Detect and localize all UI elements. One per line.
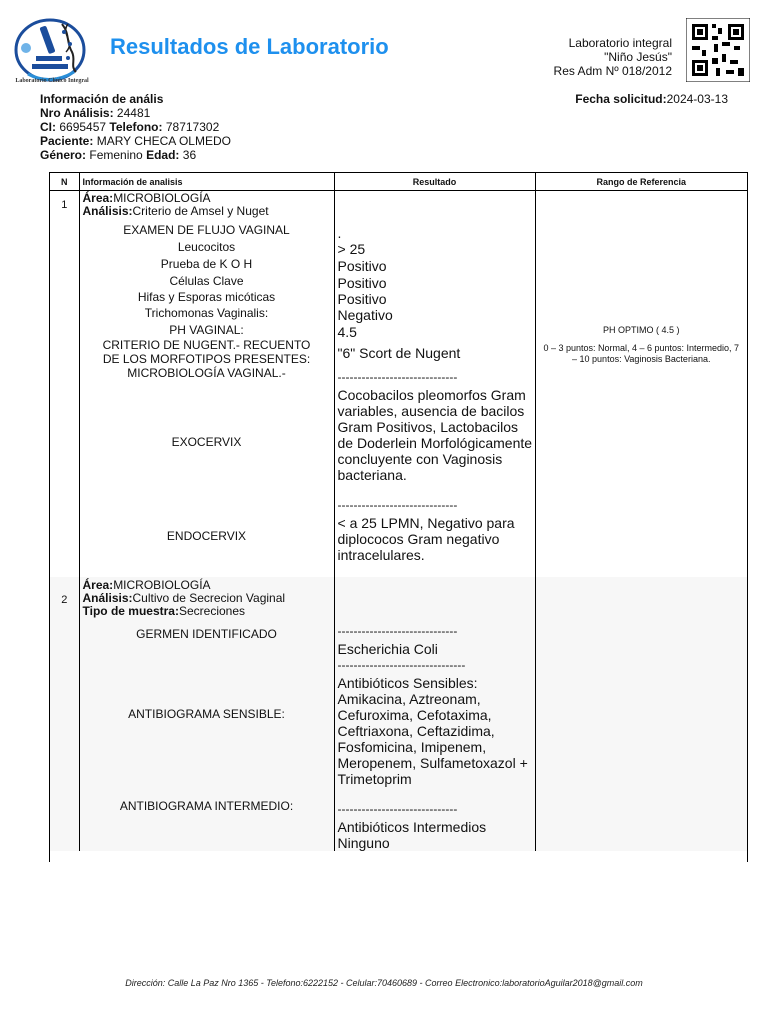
test-label: EXOCERVIX bbox=[171, 435, 242, 449]
test-label: GERMEN IDENTIFICADO bbox=[136, 627, 277, 641]
row-result bbox=[334, 577, 535, 851]
test-label: ANTIBIOGRAMA SENSIBLE: bbox=[128, 707, 285, 721]
table-row bbox=[50, 577, 747, 851]
result-value: > 25 bbox=[337, 241, 366, 257]
age-label: Edad: bbox=[146, 148, 180, 162]
area-value: MICROBIOLOGÍA bbox=[113, 191, 211, 205]
fecha-value: 2024-03-13 bbox=[666, 92, 728, 106]
lab-info bbox=[554, 36, 672, 78]
table-header-row bbox=[50, 173, 747, 191]
logo-caption: Laboratorio Clínico Integral bbox=[15, 78, 89, 84]
test-label: Células Clave bbox=[169, 274, 244, 288]
qr-code bbox=[686, 18, 750, 82]
qr-code-icon bbox=[686, 18, 750, 82]
col-header-n: N bbox=[50, 173, 79, 191]
tel-label: Telefono: bbox=[109, 120, 163, 134]
patient-name: MARY CHECA OLMEDO bbox=[96, 134, 231, 148]
sample-value: Secreciones bbox=[178, 604, 246, 618]
result-value: . bbox=[337, 225, 342, 241]
nro-value: 24481 bbox=[116, 106, 151, 120]
patient-info bbox=[40, 92, 231, 162]
result-value: Positivo bbox=[337, 291, 387, 307]
analysis-value: Criterio de Amsel y Nuget bbox=[132, 204, 269, 218]
row-reference bbox=[535, 577, 747, 851]
fecha-label: Fecha solicitud: bbox=[575, 92, 667, 106]
result-value: < a 25 LPMN, Negativo para diplococos Gram negativo intracelulares. bbox=[337, 515, 515, 563]
test-label: EXAMEN DE FLUJO VAGINAL bbox=[123, 223, 290, 237]
test-label: Leucocitos bbox=[177, 240, 236, 254]
analysis-info-title: Información de anális bbox=[40, 92, 164, 106]
col-header-range: Rango de Referencia bbox=[535, 173, 747, 191]
test-label: Trichomonas Vaginalis: bbox=[144, 306, 269, 320]
col-header-result: Resultado bbox=[334, 173, 535, 191]
analysis-label: Análisis: bbox=[82, 204, 133, 218]
area-label: Área: bbox=[82, 578, 114, 592]
separator: -------------------------------- bbox=[337, 658, 466, 672]
result-value: Antibióticos Intermedios Ninguno bbox=[337, 819, 487, 851]
test-label: ENDOCERVIX bbox=[166, 529, 247, 543]
col-header-info: Información de analisis bbox=[79, 173, 334, 191]
nro-label: Nro Análisis: bbox=[40, 106, 114, 120]
result-value: Cocobacilos pleomorfos Gram variables, ausencia de bacilos Gram Positivos, Lactobacilos de Doderlein Morfológicamente concluyente con Vaginosis bacteriana. bbox=[337, 387, 533, 483]
reference-nugent: 0 – 3 puntos: Normal, 4 – 6 puntos: Intermedio, 7 – 10 puntos: Vaginosis Bacteriana. bbox=[543, 343, 740, 364]
test-label: Hifas y Esporas micóticas bbox=[137, 290, 276, 304]
result-value: 4.5 bbox=[337, 324, 357, 340]
table-row bbox=[50, 191, 747, 578]
age-value: 36 bbox=[182, 148, 197, 162]
ci-label: CI: bbox=[40, 120, 56, 134]
gender-value: Femenino bbox=[89, 148, 143, 162]
separator: ------------------------------ bbox=[337, 498, 458, 512]
ci-value: 6695457 bbox=[59, 120, 107, 134]
area-label: Área: bbox=[82, 191, 114, 205]
result-value: Negativo bbox=[337, 307, 393, 323]
fecha-solicitud bbox=[575, 92, 728, 106]
row-info bbox=[79, 191, 334, 578]
row-reference bbox=[535, 191, 747, 578]
lab-subname: "Niño Jesús" bbox=[604, 50, 672, 64]
separator: ------------------------------ bbox=[337, 802, 458, 816]
result-value: Antibióticos Sensibles: Amikacina, Aztreonam, Cefuroxima, Cefotaxima, Ceftriaxona, Ceftazidima, Fosfomicina, Imipenem, Meropenem, Sulfametoxazol + Trimetoprim bbox=[337, 675, 528, 787]
row-info bbox=[79, 577, 334, 851]
result-value: Positivo bbox=[337, 258, 387, 274]
result-value: Positivo bbox=[337, 275, 387, 291]
page-title: Resultados de Laboratorio bbox=[110, 34, 389, 59]
separator: ------------------------------ bbox=[337, 624, 458, 638]
gender-label: Género: bbox=[40, 148, 87, 162]
separator: ------------------------------ bbox=[337, 370, 458, 384]
reference-ph: PH OPTIMO ( 4.5 ) bbox=[602, 325, 680, 335]
result-value: "6" Scort de Nugent bbox=[337, 345, 461, 361]
analysis-value: Cultivo de Secrecion Vaginal bbox=[132, 591, 286, 605]
lab-name: Laboratorio integral bbox=[568, 36, 672, 50]
results-table bbox=[49, 172, 748, 862]
footer-contact: Dirección: Calle La Paz Nro 1365 - Telefono:6222152 - Celular:70460689 - Correo Electronico:laboratorioAguilar2018@gmail.com bbox=[125, 978, 643, 988]
area-value: MICROBIOLOGÍA bbox=[113, 578, 211, 592]
analysis-label: Análisis: bbox=[82, 591, 133, 605]
test-label: Prueba de K O H bbox=[160, 257, 253, 271]
tel-value: 78717302 bbox=[165, 120, 220, 134]
row-number: 1 bbox=[61, 199, 68, 211]
res-adm: Res Adm Nº 018/2012 bbox=[553, 64, 672, 78]
row-result bbox=[334, 191, 535, 578]
row-number: 2 bbox=[50, 577, 79, 851]
test-label: CRITERIO DE NUGENT.- RECUENTO DE LOS MORFOTIPOS PRESENTES: MICROBIOLOGÍA VAGINAL.- bbox=[102, 338, 311, 380]
sample-label: Tipo de muestra: bbox=[82, 604, 179, 618]
patient-label: Paciente: bbox=[40, 134, 94, 148]
test-label: PH VAGINAL: bbox=[169, 323, 244, 337]
test-label: ANTIBIOGRAMA INTERMEDIO: bbox=[119, 799, 294, 813]
result-value: Escherichia Coli bbox=[337, 641, 438, 657]
